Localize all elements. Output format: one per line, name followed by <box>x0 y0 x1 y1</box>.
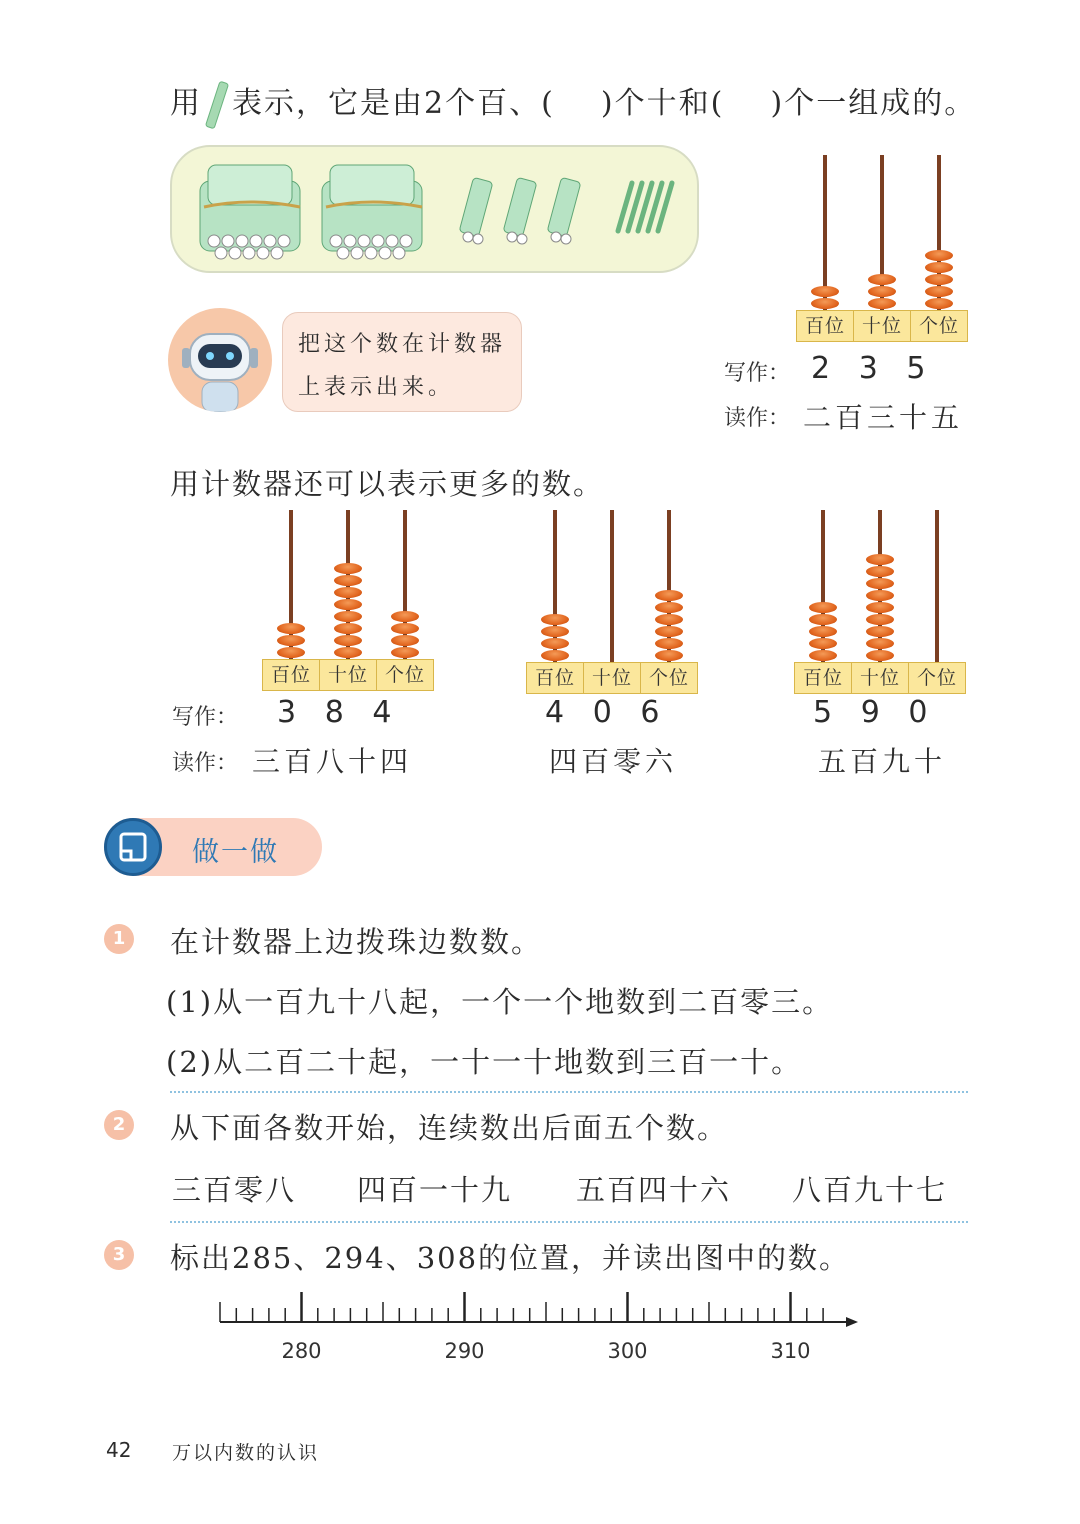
page-number: 42 <box>106 1438 132 1462</box>
abacus-bead <box>866 602 894 613</box>
practice-label: 做一做 <box>192 837 279 868</box>
arrow-right-icon <box>846 1317 858 1327</box>
abacus-bead <box>655 650 683 661</box>
hundred-bundle-icon <box>200 165 300 259</box>
exercise-1-part-1: (1)从一百九十八起，一个一个地数到二百零三。 <box>166 985 834 1019</box>
abacus-bead <box>868 274 896 285</box>
place-label: 个位 <box>918 315 959 337</box>
start-number: 五百四十六 <box>576 1173 732 1207</box>
abacus-bead <box>334 635 362 646</box>
practice-icon <box>104 818 162 876</box>
written-number: 3 8 4 <box>277 695 392 730</box>
abacus-bead <box>866 626 894 637</box>
start-number: 四百一十九 <box>357 1173 513 1207</box>
abacus-bead <box>541 626 569 637</box>
abacus-384 <box>262 510 434 691</box>
abacus-bead <box>809 650 837 661</box>
robot-icon <box>168 308 272 412</box>
single-sticks-icon <box>618 183 672 231</box>
read-label: 读作： <box>724 406 791 431</box>
ten-bundle-icon <box>547 177 581 244</box>
abacus-bead <box>925 274 953 285</box>
abacus-rod <box>610 510 614 662</box>
abacus-bead <box>391 623 419 634</box>
abacus-bead <box>541 638 569 649</box>
abacus-bead <box>868 286 896 297</box>
abacus-bead <box>391 647 419 658</box>
abacus-bead <box>655 614 683 625</box>
abacus-place-labels <box>262 659 434 691</box>
ten-bundle-icon <box>503 177 537 244</box>
place-label: 十位 <box>320 660 377 690</box>
abacus-bead <box>277 623 305 634</box>
abacus-bead <box>866 554 894 565</box>
abacus-bead <box>277 647 305 658</box>
reading-text: 三百八十四 <box>252 745 413 778</box>
reading-text: 二百三十五 <box>803 401 964 434</box>
number-line <box>200 1284 880 1374</box>
intro-line <box>170 78 976 129</box>
abacus-bead <box>334 623 362 634</box>
reading-text: 五百九十 <box>818 745 947 778</box>
intro-prefix: 用 <box>170 86 202 121</box>
abacus-bead <box>866 638 894 649</box>
abacus-bead <box>541 650 569 661</box>
place-label: 个位 <box>384 664 425 686</box>
divider <box>170 1091 968 1093</box>
ten-bundle-icon <box>459 177 493 244</box>
sticks-svg <box>172 147 697 271</box>
place-label: 十位 <box>584 663 641 693</box>
abacus-bead <box>391 635 419 646</box>
abacus-bead <box>866 578 894 589</box>
abacus-bead <box>866 650 894 661</box>
place-label: 百位 <box>263 660 320 690</box>
exercise-3-title: 标出285、294、308的位置，并读出图中的数。 <box>170 1241 851 1275</box>
abacus-406 <box>526 510 698 694</box>
tick-label: 300 <box>607 1339 648 1363</box>
abacus-bead <box>811 298 839 309</box>
abacus-bead <box>866 614 894 625</box>
place-label: 个位 <box>916 667 957 689</box>
abacus-bead <box>925 262 953 273</box>
place-label: 百位 <box>527 663 584 693</box>
exercise-2-title: 从下面各数开始，连续数出后面五个数。 <box>170 1111 729 1145</box>
chapter-title: 万以内数的认识 <box>172 1442 320 1464</box>
abacus-bead <box>868 298 896 309</box>
exercise-number-3: 3 <box>104 1240 134 1270</box>
exercise-number-2: 2 <box>104 1110 134 1140</box>
stick-icon <box>205 81 229 130</box>
abacus-main <box>796 155 968 342</box>
abacus-bead <box>334 563 362 574</box>
place-label: 十位 <box>852 663 909 693</box>
abacus-bead <box>655 602 683 613</box>
written-number: 2 3 5 <box>811 351 926 386</box>
abacus-bead <box>391 611 419 622</box>
place-label: 十位 <box>854 311 911 341</box>
abacus-bead <box>334 587 362 598</box>
abacus-bead <box>334 575 362 586</box>
abacus-bead <box>866 590 894 601</box>
abacus-bead <box>655 590 683 601</box>
write-label: 写作： <box>724 361 791 386</box>
abacus-bead <box>809 614 837 625</box>
abacus-bead <box>655 626 683 637</box>
abacus-bead <box>925 250 953 261</box>
read-label: 读作： <box>172 751 239 776</box>
reading-text: 四百零六 <box>549 745 678 778</box>
tick-label: 280 <box>281 1339 322 1363</box>
intro-suffix: 表示，它是由2个百、( )个十和( )个一组成的。 <box>232 86 977 121</box>
abacus-bead <box>925 298 953 309</box>
start-number: 三百零八 <box>172 1173 297 1207</box>
abacus-590 <box>794 510 966 694</box>
abacus-bead <box>277 635 305 646</box>
place-label: 百位 <box>797 311 854 341</box>
abacus-bead <box>541 614 569 625</box>
abacus-bead <box>809 626 837 637</box>
abacus-bead <box>334 647 362 658</box>
divider <box>170 1221 968 1223</box>
written-number: 5 9 0 <box>813 695 928 730</box>
tick-label: 290 <box>444 1339 485 1363</box>
speech-line-2: 上表示出来。 <box>298 375 455 400</box>
abacus-rod <box>935 510 939 662</box>
start-number: 八百九十七 <box>792 1173 948 1207</box>
abacus-bead <box>655 638 683 649</box>
written-number: 4 0 6 <box>545 695 660 730</box>
abacus-place-labels <box>796 310 968 342</box>
stick-bundles-illustration <box>170 145 699 273</box>
speech-line-1: 把这个数在计数器 <box>298 332 507 357</box>
abacus-bead <box>866 566 894 577</box>
section-text: 用计数器还可以表示更多的数。 <box>170 467 605 501</box>
abacus-bead <box>925 286 953 297</box>
abacus-bead <box>809 602 837 613</box>
robot-avatar <box>168 308 272 412</box>
abacus-bead <box>811 286 839 297</box>
exercise-1-part-2: (2)从二百二十起，一十一十地数到三百一十。 <box>166 1045 803 1079</box>
exercise-1-title: 在计数器上边拨珠边数数。 <box>170 925 543 959</box>
place-label: 个位 <box>648 667 689 689</box>
exercise-number-1: 1 <box>104 924 134 954</box>
tick-label: 310 <box>770 1339 811 1363</box>
place-label: 百位 <box>795 663 852 693</box>
hundred-bundle-icon <box>322 165 422 259</box>
abacus-place-labels <box>794 662 966 694</box>
write-label: 写作： <box>172 705 239 730</box>
abacus-bead <box>809 638 837 649</box>
abacus-bead <box>334 611 362 622</box>
abacus-bead <box>334 599 362 610</box>
abacus-place-labels <box>526 662 698 694</box>
